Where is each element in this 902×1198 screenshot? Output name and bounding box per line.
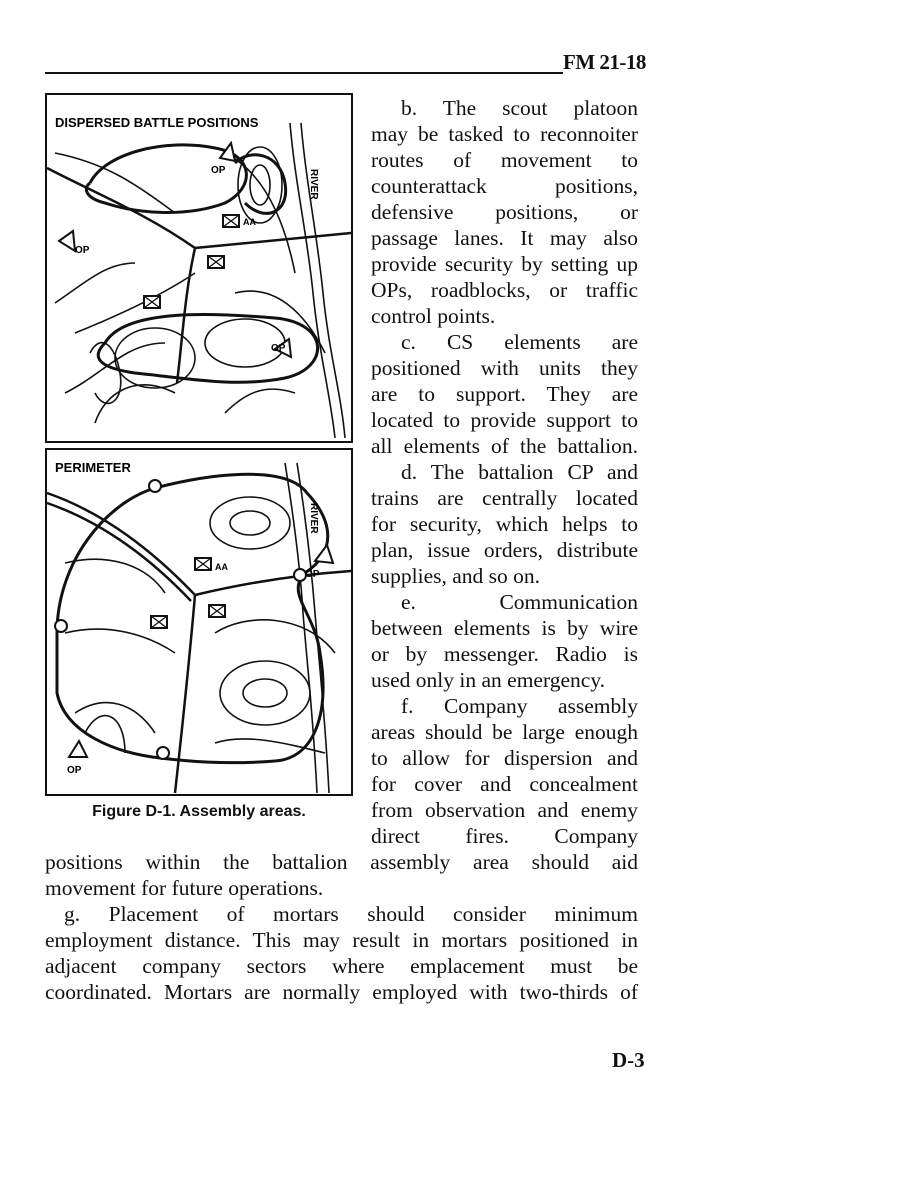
checkpoint-icon — [149, 480, 161, 492]
text-line: c. CS elements are — [401, 330, 638, 354]
text-line: routes of movement to — [371, 148, 638, 172]
text-line: trains are centrally located — [371, 486, 638, 510]
text-line: d. The battalion CP and — [401, 460, 638, 484]
text-line: for cover and concealment — [371, 772, 638, 796]
figure-caption: Figure D-1. Assembly areas. — [92, 803, 306, 820]
text-line: f. Company assembly — [401, 694, 638, 718]
top-op-label: OP — [271, 343, 286, 354]
manual-id: FM 21-18 — [563, 50, 646, 74]
text-line: e. Communication — [401, 590, 638, 614]
bottom-op-label: OP — [305, 569, 320, 580]
text-line: located to provide support to — [371, 408, 638, 432]
text-line: are to support. They are — [371, 382, 638, 406]
text-line: positions within the battalion assembly area should aid — [45, 850, 638, 874]
top-aa-label: AA — [243, 217, 256, 227]
bottom-op-label: OP — [67, 765, 82, 776]
page-number: D-3 — [612, 1048, 645, 1072]
bottom-panel-terrain — [47, 463, 351, 793]
assembly-areas-map — [45, 93, 353, 797]
top-op-label: OP — [211, 165, 226, 176]
bottom-aa-label: AA — [215, 562, 228, 572]
checkpoint-icon — [157, 747, 169, 759]
bottom-panel-frame — [46, 449, 352, 795]
text-line: control points. — [371, 304, 496, 328]
top-river-label: RIVER — [308, 169, 319, 200]
text-line: employment distance. This may result in mortars positioned in — [45, 928, 638, 952]
text-line: movement for future operations. — [45, 876, 324, 900]
bottom-river-label: RIVER — [308, 503, 319, 534]
checkpoint-icon — [55, 620, 67, 632]
text-line: supplies, and so on. — [371, 564, 541, 588]
text-line: areas should be large enough — [371, 720, 638, 744]
text-line: from observation and enemy — [371, 798, 638, 822]
text-line: provide security by setting up — [371, 252, 638, 276]
text-line: positioned with units they — [371, 356, 638, 380]
text-line: coordinated. Mortars are normally employed with two-thirds of — [45, 980, 638, 1004]
text-line: plan, issue orders, distribute — [371, 538, 638, 562]
text-line: counterattack positions, — [371, 174, 638, 198]
text-line: may be tasked to reconnoiter — [371, 122, 638, 146]
top-panel-terrain — [47, 123, 351, 438]
text-line: for security, which helps to — [371, 512, 638, 536]
text-line: used only in an emergency. — [371, 668, 606, 692]
text-line: b. The scout platoon — [401, 96, 638, 120]
text-line: to allow for dispersion and — [371, 746, 638, 770]
op-triangle-icon — [220, 143, 235, 161]
top-panel-title: DISPERSED BATTLE POSITIONS — [55, 115, 259, 130]
op-triangle-icon — [315, 545, 333, 563]
text-line: adjacent company sectors where emplacement must be — [45, 954, 638, 978]
header-rule — [45, 72, 563, 74]
text-line: OPs, roadblocks, or traffic — [371, 278, 638, 302]
top-op-label: OP — [75, 245, 90, 256]
figure-assembly-areas — [45, 93, 353, 797]
text-line: defensive positions, or — [371, 200, 638, 224]
text-line: between elements is by wire — [371, 616, 638, 640]
text-line: passage lanes. It may also — [371, 226, 638, 250]
op-triangle-icon — [59, 231, 75, 251]
text-line: g. Placement of mortars should consider minimum — [64, 902, 638, 926]
op-triangle-icon — [69, 741, 87, 757]
text-line: direct fires. Company — [371, 824, 638, 848]
text-line: all elements of the battalion. — [371, 434, 638, 458]
bottom-panel-title: PERIMETER — [55, 460, 131, 475]
text-line: or by messenger. Radio is — [371, 642, 638, 666]
